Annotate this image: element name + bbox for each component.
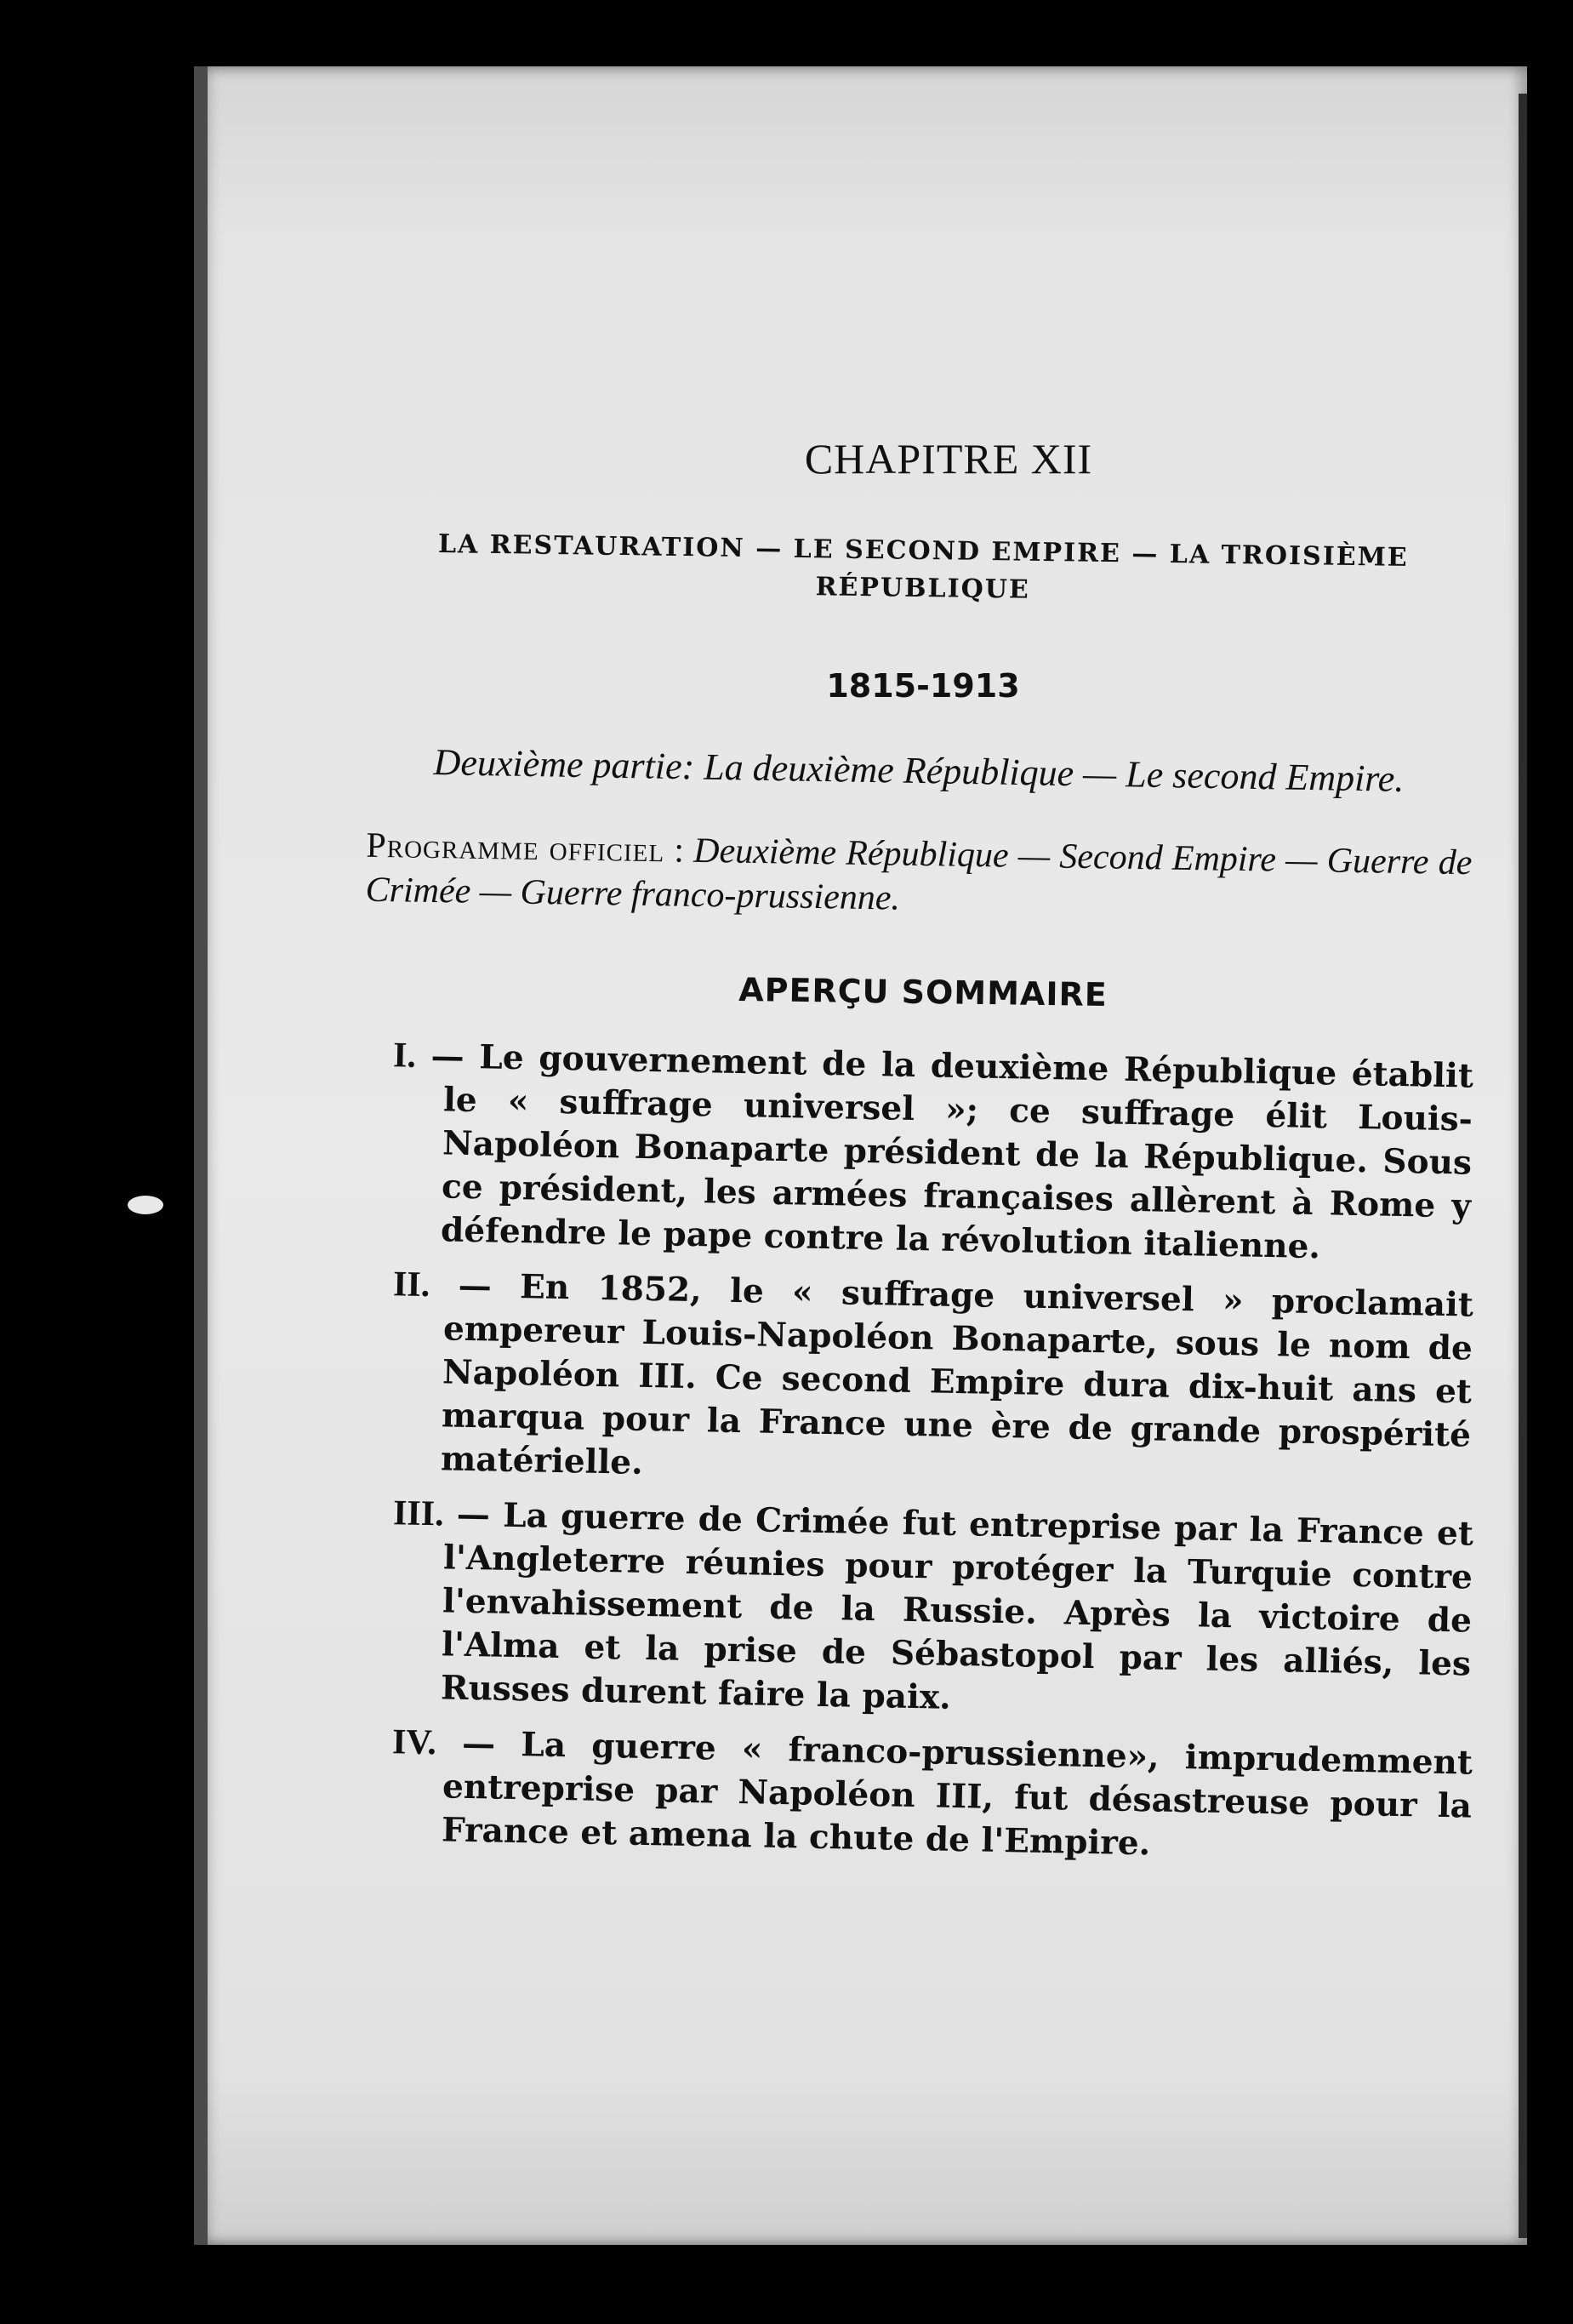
summary-list	[374, 1036, 1474, 1864]
summary-item-text: — La guerre « franco-prussienne», imprudemment entreprise par Napoléon III, fut désastreuse pour la France et amena la chute de l'Empire.	[441, 1723, 1473, 1864]
summary-item	[392, 1493, 1474, 1729]
summary-item-number: II.	[392, 1265, 430, 1305]
program-separator: :	[664, 831, 694, 871]
summary-item	[392, 1264, 1474, 1500]
page-outer-edge	[1519, 94, 1527, 2238]
program-label: Programme officiel	[366, 825, 665, 871]
paper-blemish	[128, 1196, 163, 1214]
summary-item	[392, 1035, 1474, 1271]
summary-item-number: I.	[392, 1036, 417, 1076]
summary-item-number: III.	[392, 1493, 445, 1534]
part-title: Deuxième partie: La deuxième République — Le second Empire.	[433, 741, 1405, 800]
chapter-dates: 1815-1913	[826, 667, 1020, 705]
page-binding-edge	[194, 66, 208, 2245]
summary-heading: APERÇU SOMMAIRE	[738, 970, 1109, 1014]
program-text: Deuxième République — Second Empire — Guerre de Crimée — Guerre franco-prussienne.	[365, 831, 1473, 918]
page-content	[365, 374, 1474, 1874]
chapter-subtitle-line: LA RESTAURATION — LE SECOND EMPIRE — LA TROISIÈME	[437, 529, 1409, 573]
summary-item-text: — La guerre de Crimée fut entreprise par la France et l'Angleterre réunies pour protéger la Turquie contre l'envahissement de la Russie. Après la victoire de l'Alma et la prise de Sébastopol par les alliés, les Russes durent faire la paix.	[440, 1494, 1474, 1717]
chapter-subtitle	[373, 525, 1472, 615]
summary-item	[391, 1722, 1473, 1871]
official-program	[365, 824, 1472, 929]
summary-item-text: — En 1852, le « suffrage universel » proclamait empereur Louis-Napoléon Bonaparte, sous le nom de Napoléon III. Ce second Empire dura dix-huit ans et marqua pour la France une ère de grande prospérité matérielle.	[440, 1265, 1474, 1482]
chapter-title: CHAPITRE XII	[804, 435, 1093, 483]
summary-item-number: IV.	[391, 1722, 437, 1763]
chapter-subtitle-line: RÉPUBLIQUE	[815, 572, 1031, 605]
summary-item-text: — Le gouvernement de la deuxième République établit le « suffrage universel »; ce suffrage élit Louis-Napoléon Bonaparte président de la République. Sous ce président, les armées françaises allèrent à Rome y défendre le pape contre la révolution italienne.	[430, 1036, 1474, 1267]
